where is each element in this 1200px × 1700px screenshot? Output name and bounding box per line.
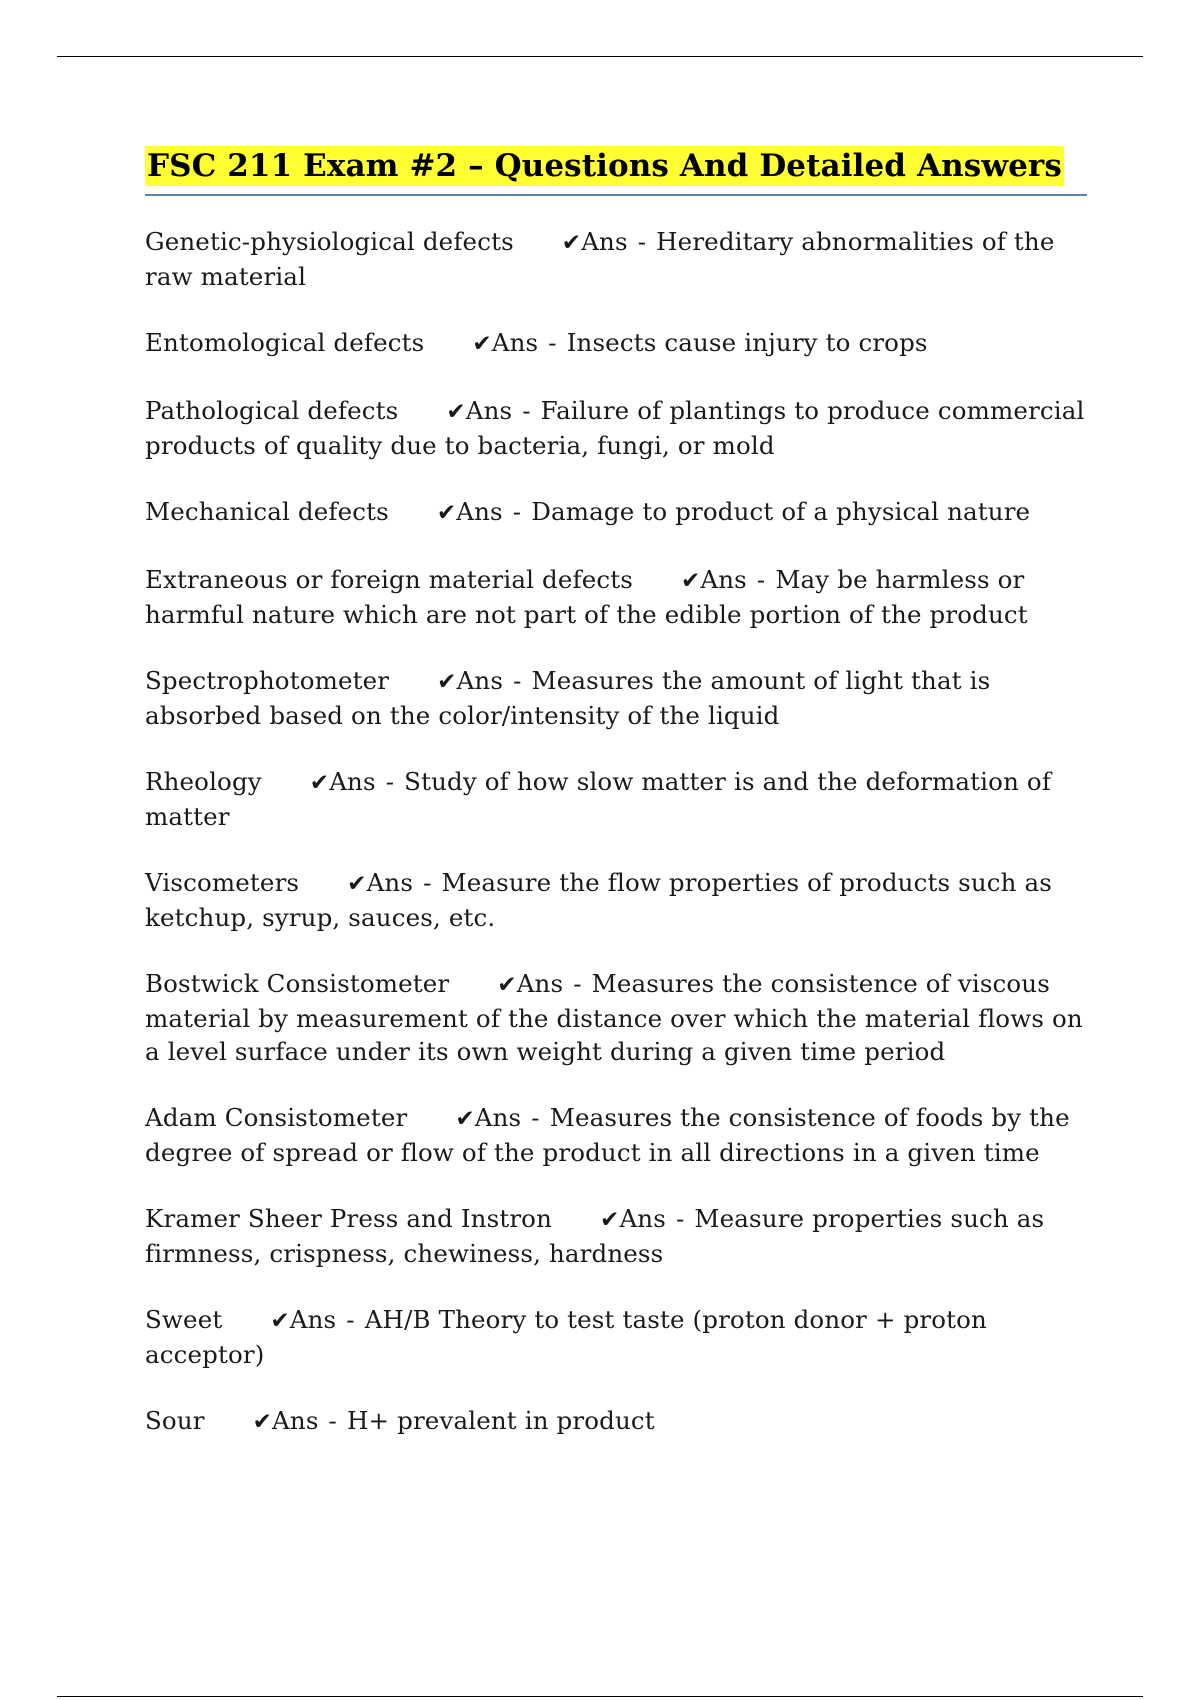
checkmark-icon: ✔ (680, 568, 701, 594)
qa-term: Extraneous or foreign material defects (145, 565, 633, 594)
ans-label: Ans (456, 497, 503, 526)
checkmark-icon: ✔ (455, 1106, 475, 1132)
qa-term: Adam Consistometer (145, 1103, 408, 1132)
qa-term: Pathological defects (145, 396, 399, 425)
qa-answer: H+ prevalent in product (346, 1406, 655, 1435)
checkmark-icon: ✔ (436, 500, 457, 526)
ans-label: Ans (474, 1103, 522, 1132)
dash: - (531, 1103, 540, 1132)
checkmark-icon: ✔ (347, 871, 367, 897)
top-divider (57, 56, 1143, 57)
qa-answer: Measure properties such as firmness, crispness, chewiness, hardness (145, 1204, 1045, 1268)
qa-answer: Measures the consistence of foods by the degree of spread or flow of the product in all directions in a given time (145, 1103, 1070, 1167)
qa-item (145, 495, 1095, 530)
qa-term: Rheology (145, 767, 262, 796)
dash: - (573, 969, 582, 998)
dash: - (756, 565, 766, 594)
qa-term: Mechanical defects (145, 497, 389, 526)
bottom-divider (57, 1696, 1143, 1697)
qa-answer: Measure the flow properties of products such as ketchup, syrup, sauces, etc. (145, 868, 1052, 932)
dash: - (346, 1305, 355, 1334)
qa-term: Genetic-physiological defects (145, 227, 514, 256)
page-title: FSC 211 Exam #2 – Questions And Detailed Answers (147, 148, 1062, 184)
qa-list (145, 225, 1095, 1472)
dash: - (637, 227, 647, 256)
dash: - (423, 868, 432, 897)
ans-label: Ans (289, 1305, 337, 1334)
ans-label: Ans (465, 396, 513, 425)
ans-label: Ans (329, 767, 376, 796)
checkmark-icon: ✔ (309, 770, 330, 796)
dash: - (513, 666, 522, 695)
checkmark-icon: ✔ (270, 1308, 290, 1334)
ans-label: Ans (581, 227, 628, 256)
qa-item (145, 563, 1095, 631)
qa-item (145, 225, 1095, 293)
qa-term: Bostwick Consistometer (145, 969, 450, 998)
dash: - (522, 396, 531, 425)
qa-item (145, 394, 1095, 462)
qa-answer: Insects cause injury to crops (566, 328, 928, 357)
qa-item (145, 866, 1095, 934)
qa-item (145, 1202, 1095, 1270)
qa-answer: Study of how slow matter is and the deformation of matter (145, 767, 1052, 831)
qa-answer: Failure of plantings to produce commercial products of quality due to bacteria, fungi, or mold (145, 396, 1085, 460)
title-block (145, 146, 1087, 196)
qa-item (145, 765, 1095, 833)
checkmark-icon: ✔ (437, 669, 457, 695)
qa-item (145, 1101, 1095, 1169)
qa-term: Spectrophotometer (145, 666, 390, 695)
qa-term: Entomological defects (145, 328, 425, 357)
dash: - (548, 328, 557, 357)
qa-answer: Hereditary abnormalities of the raw material (145, 227, 1055, 291)
qa-item (145, 1303, 1095, 1371)
qa-term: Kramer Sheer Press and Instron (145, 1204, 553, 1233)
checkmark-icon: ✔ (561, 230, 582, 256)
qa-item (145, 1404, 1095, 1439)
dash: - (512, 497, 522, 526)
qa-item (145, 664, 1095, 732)
qa-answer: Damage to product of a physical nature (531, 497, 1031, 526)
checkmark-icon: ✔ (252, 1409, 273, 1435)
ans-label: Ans (456, 666, 504, 695)
ans-label: Ans (516, 969, 564, 998)
dash: - (328, 1406, 337, 1435)
checkmark-icon: ✔ (600, 1207, 620, 1233)
dash: - (675, 1204, 685, 1233)
ans-label: Ans (491, 328, 539, 357)
ans-label: Ans (272, 1406, 319, 1435)
qa-answer: May be harmless or harmful nature which are not part of the edible portion of the product (145, 565, 1028, 629)
qa-item (145, 967, 1095, 1068)
ans-label: Ans (619, 1204, 666, 1233)
checkmark-icon: ✔ (472, 331, 492, 357)
qa-item (145, 326, 1095, 361)
qa-term: Viscometers (145, 868, 300, 897)
qa-term: Sweet (145, 1305, 223, 1334)
ans-label: Ans (366, 868, 414, 897)
qa-term: Sour (145, 1406, 205, 1435)
checkmark-icon: ✔ (497, 972, 517, 998)
qa-answer: Measures the consistence of viscous material by measurement of the distance over which the material flows on a level surface under its own weight during a given time period (145, 969, 1083, 1066)
checkmark-icon: ✔ (446, 399, 466, 425)
qa-answer: Measures the amount of light that is absorbed based on the color/intensity of the liquid (145, 666, 991, 730)
ans-label: Ans (700, 565, 747, 594)
dash: - (385, 767, 395, 796)
qa-answer: AH/B Theory to test taste (proton donor + proton acceptor) (145, 1305, 987, 1369)
